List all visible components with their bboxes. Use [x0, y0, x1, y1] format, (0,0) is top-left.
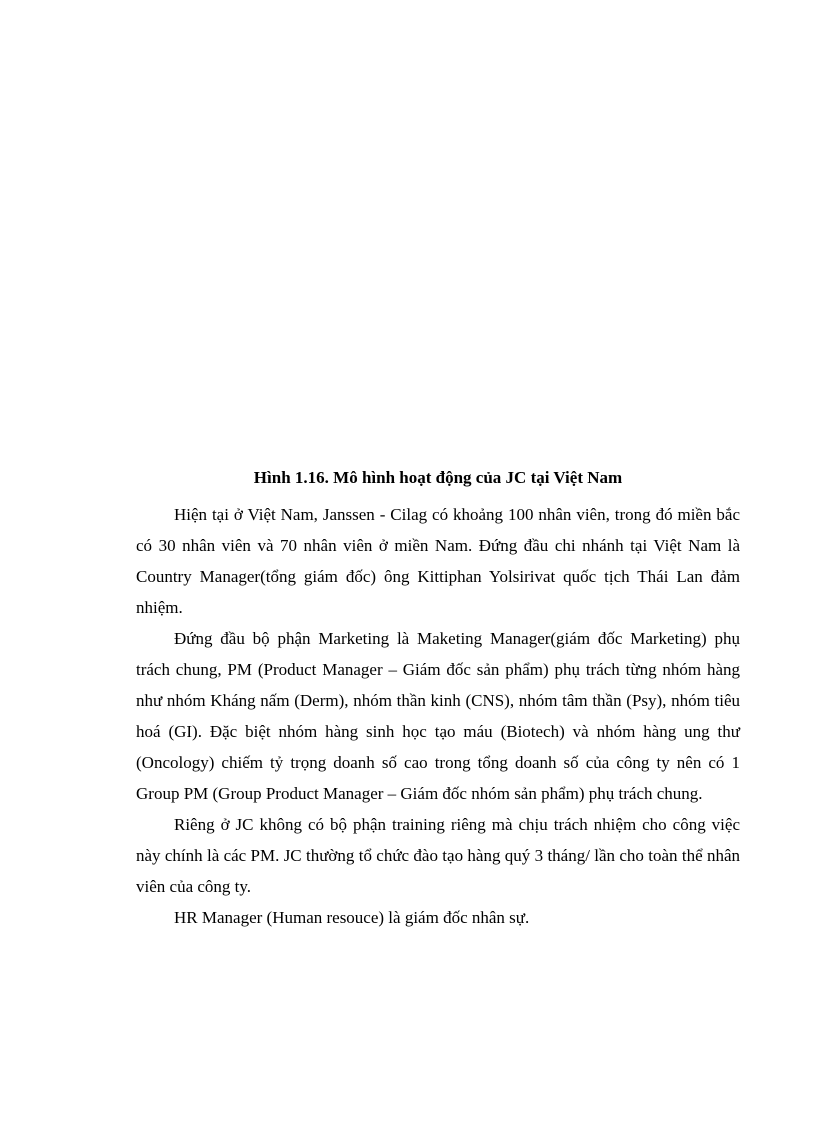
paragraph-marketing: Đứng đầu bộ phận Marketing là Maketing Manager(giám đốc Marketing) phụ trách chung, PM (Product Manager – Giám đốc sản phẩm) phụ trách từng nhóm hàng như nhóm Kháng nấm (Derm), nhóm thần kinh (CNS), nhóm tâm thần (Psy), nhóm tiêu hoá (GI). Đặc biệt nhóm hàng sinh học tạo máu (Biotech) và nhóm hàng ung thư (Oncology) chiếm tỷ trọng doanh số cao trong tổng doanh số của công ty nên có 1 Group PM (Group Product Manager – Giám đốc nhóm sản phẩm) phụ trách chung.: [136, 629, 740, 803]
paragraph-staffing: Hiện tại ở Việt Nam, Janssen - Cilag có khoảng 100 nhân viên, trong đó miền bắc có 30 nhân viên và 70 nhân viên ở miền Nam. Đứng đầu chi nhánh tại Việt Nam là Country Manager(tổng giám đốc) ông Kittiphan Yolsirivat quốc tịch Thái Lan đảm nhiệm.: [136, 505, 740, 617]
paragraph-hr: HR Manager (Human resouce) là giám đốc nhân sự.: [174, 908, 530, 927]
body-text: [136, 499, 740, 933]
paragraph-training: Riêng ở JC không có bộ phận training riêng mà chịu trách nhiệm cho công việc này chính là các PM. JC thường tổ chức đào tạo hàng quý 3 tháng/ lần cho toàn thể nhân viên của công ty.: [136, 815, 740, 896]
figure-caption: Hình 1.16. Mô hình hoạt động của JC tại Việt Nam: [253, 468, 623, 487]
figure-placeholder: [136, 60, 680, 455]
